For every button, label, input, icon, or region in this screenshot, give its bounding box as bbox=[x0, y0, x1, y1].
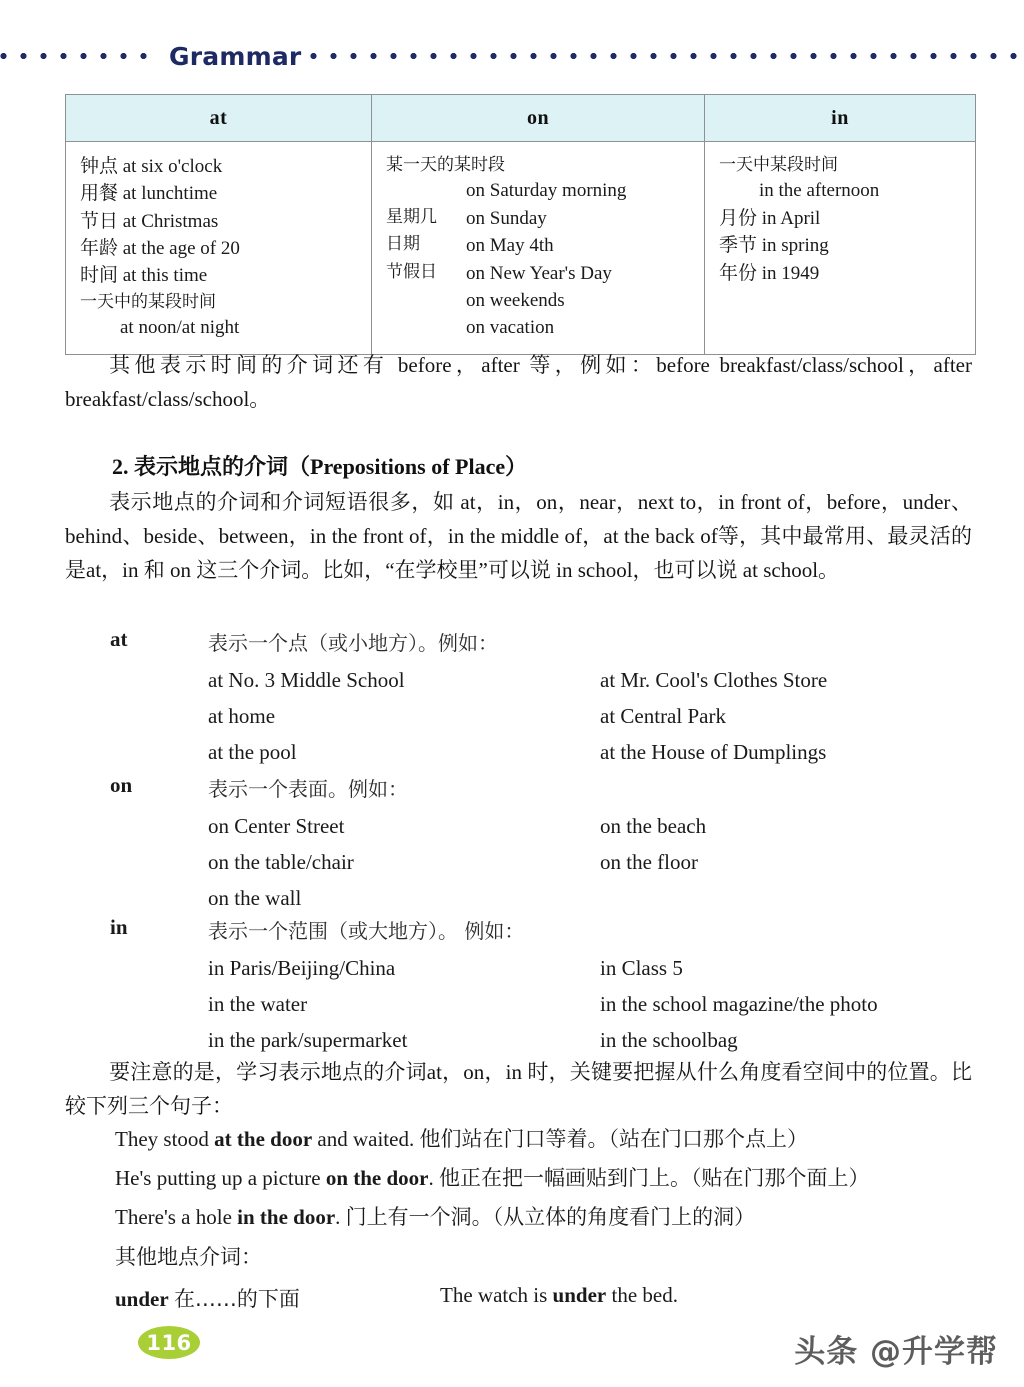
page-header bbox=[0, 38, 1024, 74]
at-item: 年龄 at the age of 20 bbox=[80, 238, 240, 260]
on-item: on vacation bbox=[466, 317, 555, 339]
other-preposition-word: under bbox=[115, 1287, 169, 1311]
at-item-heading: 一天中的某段时间 bbox=[80, 291, 216, 312]
table-body-row bbox=[66, 142, 976, 355]
sentence-post: . 门上有一个洞。（从立体的角度看门上的洞） bbox=[335, 1205, 756, 1229]
example-row: in the water in the school magazine/the photo bbox=[208, 992, 878, 1017]
sentence-pre: They stood bbox=[115, 1127, 215, 1151]
preposition-key-on: on bbox=[110, 773, 133, 797]
preposition-block-at bbox=[110, 627, 990, 770]
cell-on bbox=[372, 142, 705, 355]
preposition-desc-at: 表示一个点（或小地方）。例如： bbox=[208, 631, 498, 655]
on-item: 日期 on May 4th bbox=[386, 234, 554, 257]
column-header-at: at bbox=[66, 95, 372, 142]
other-preposition-word-meaning bbox=[115, 1283, 440, 1313]
example-row: at home at Central Park bbox=[208, 704, 726, 729]
in-group-heading: 一天中某段时间 bbox=[719, 155, 838, 175]
header-dots-right bbox=[310, 38, 1024, 74]
at-item: 用餐 at lunchtime bbox=[80, 183, 218, 205]
on-item: 星期几 on Sunday bbox=[386, 206, 547, 229]
sentence-pre: There's a hole bbox=[115, 1205, 238, 1229]
other-preposition-example: The watch is under the bed. bbox=[440, 1283, 678, 1307]
example-row: at No. 3 Middle School at Mr. Cool's Clothes Store bbox=[208, 668, 828, 692]
other-prepositions-label: 其他地点介词： bbox=[115, 1245, 262, 1269]
cell-on-content bbox=[372, 142, 704, 354]
example-row: at the pool at the House of Dumplings bbox=[208, 740, 827, 765]
preposition-key-at: at bbox=[110, 627, 128, 651]
example-sentence-in bbox=[115, 1202, 755, 1234]
sentence-bold: at the door bbox=[214, 1127, 313, 1151]
column-header-on: on bbox=[372, 95, 705, 142]
example-row: on the wall bbox=[208, 886, 302, 911]
sentence-bold: on the door bbox=[325, 1166, 429, 1190]
at-item: 钟点 at six o'clock bbox=[80, 156, 223, 177]
column-header-in: in bbox=[705, 95, 976, 142]
table-header-row bbox=[66, 95, 976, 142]
example-row: in the park/supermarket in the schoolbag bbox=[208, 1028, 738, 1053]
on-item: on weekends bbox=[466, 289, 565, 311]
on-item: 节假日 on New Year's Day bbox=[386, 261, 612, 284]
in-item: 年份 in 1949 bbox=[719, 262, 820, 284]
sentence-post: and waited. 他们站在门口等着。（站在门口那个点上） bbox=[312, 1127, 808, 1151]
preposition-examples-in bbox=[208, 950, 990, 1058]
cell-in-content bbox=[705, 142, 975, 328]
example-row: on Center Street on the beach bbox=[208, 814, 707, 838]
other-preposition-meaning: 在……的下面 bbox=[173, 1287, 300, 1311]
preposition-block-in bbox=[110, 915, 990, 1058]
in-item: 季节 in spring bbox=[719, 235, 829, 257]
page-title: Grammar bbox=[169, 41, 302, 71]
page-number-badge: 116 bbox=[138, 1326, 200, 1359]
paragraph-other-time-prepositions: 其他表示时间的介词还有 before，after 等，例如：before breakfast/class/school，after breakfast/class/school。 bbox=[65, 353, 972, 412]
other-preposition-row-under bbox=[115, 1283, 915, 1313]
sentence-pre: He's putting up a picture bbox=[115, 1166, 326, 1190]
preposition-desc-in: 表示一个范围（或大地方）。 例如： bbox=[208, 919, 525, 943]
preposition-desc-on: 表示一个表面。例如： bbox=[208, 777, 408, 801]
example-row: on the table/chair on the floor bbox=[208, 850, 698, 875]
paragraph-note: 要注意的是，学习表示地点的介词at，on，in 时，关键要把握从什么角度看空间中的位置。比较下列三个句子： bbox=[65, 1060, 972, 1119]
sentence-post: . 他正在把一幅画贴到门上。（贴在门那个面上） bbox=[428, 1166, 870, 1190]
at-item: 节日 at Christmas bbox=[80, 210, 219, 232]
paragraph-place-intro: 表示地点的介词和介词短语很多，如 at，in，on，near，next to，in front of，before，under、behind、beside、between，in the front of，in the middle of，at the back of等，其中最常用、最灵活的是at，in 和 on 这三个介词。比如，“在学校里”可以说 in school，也可以说 at school。 bbox=[65, 490, 972, 583]
on-group-heading: 某一天的某时段 bbox=[386, 155, 505, 175]
section-heading-prepositions-of-place: 2. 表示地点的介词（Prepositions of Place） bbox=[112, 454, 528, 479]
preposition-block-on bbox=[110, 773, 990, 916]
cell-at-content bbox=[66, 142, 371, 354]
preposition-examples-on bbox=[208, 808, 990, 916]
cell-at bbox=[66, 142, 372, 355]
in-item: in the afternoon bbox=[759, 180, 880, 202]
cell-in bbox=[705, 142, 976, 355]
prepositions-of-time-table bbox=[65, 94, 976, 355]
on-item: on Saturday morning bbox=[466, 180, 627, 202]
watermark: 头条 @升学帮 bbox=[794, 1334, 998, 1370]
preposition-key-in: in bbox=[110, 915, 128, 939]
example-row: in Paris/Beijing/China in Class 5 bbox=[208, 956, 683, 980]
at-item: 时间 at this time bbox=[80, 265, 208, 287]
header-dots-left bbox=[0, 38, 160, 74]
in-item: 月份 in April bbox=[719, 207, 821, 229]
sentence-bold: in the door bbox=[237, 1205, 336, 1229]
example-sentence-at bbox=[115, 1124, 808, 1156]
preposition-examples-at bbox=[208, 662, 990, 770]
at-item: at noon/at night bbox=[120, 317, 240, 339]
example-sentence-on bbox=[115, 1163, 870, 1195]
